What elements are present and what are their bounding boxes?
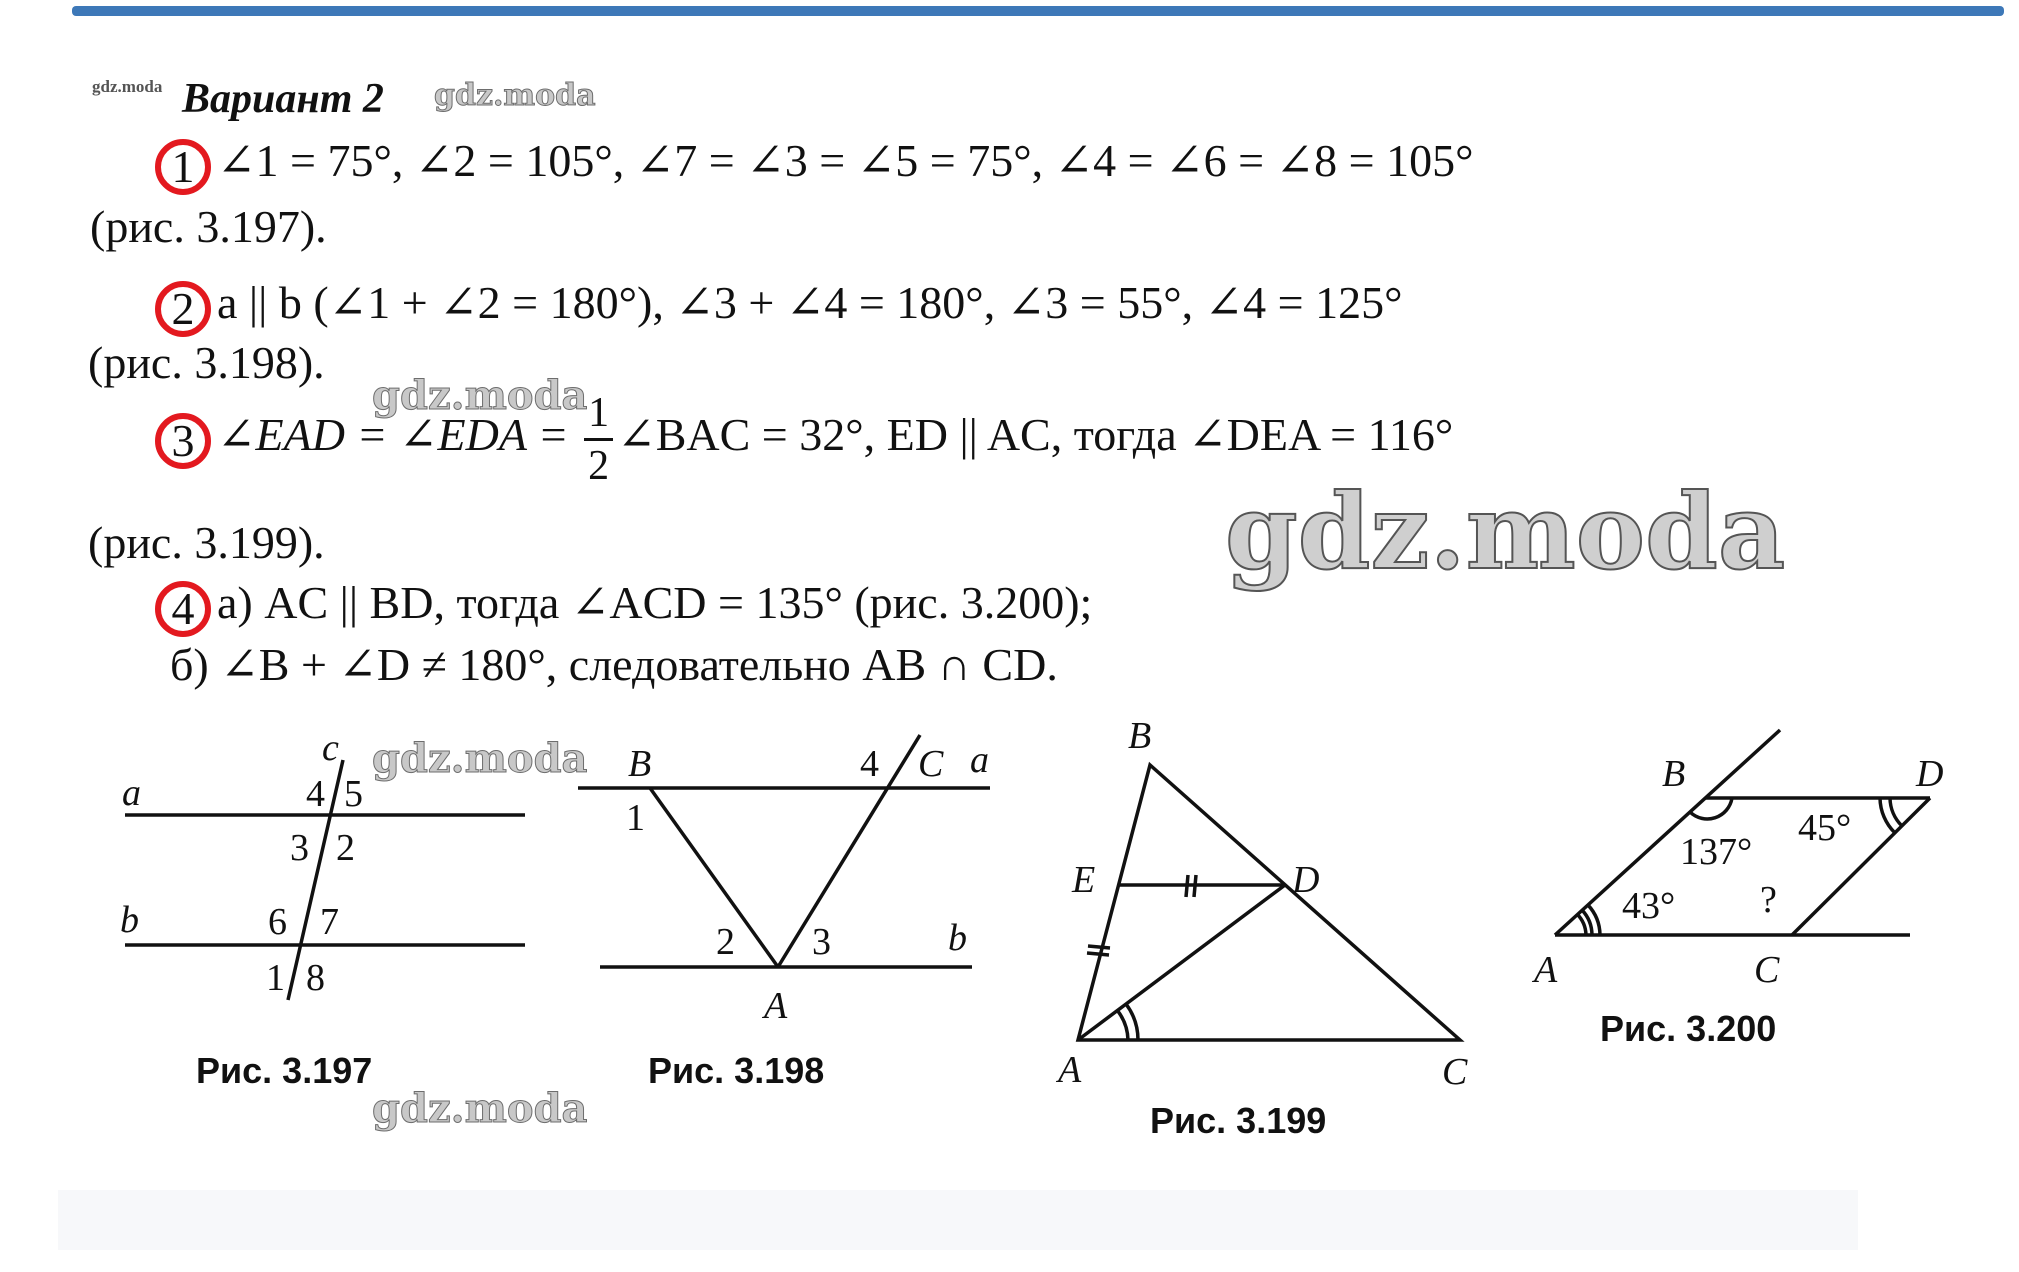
fig198-label-1: 1 — [626, 797, 645, 839]
fig197-label-3: 3 — [290, 827, 309, 869]
fig198-label-a-line: a — [970, 739, 989, 781]
task-2-ref: (рис. 3.198). — [88, 337, 325, 388]
watermark-3: gdz.moda — [372, 1085, 588, 1132]
fig199-tick-ae-2 — [1087, 953, 1109, 955]
task-2-text: a || b (∠1 + ∠2 = 180°), ∠3 + ∠4 = 180°, ∠3 = 55°, ∠4 = 125° — [217, 277, 1403, 328]
fig200-caption: Рис. 3.200 — [1600, 1008, 1777, 1049]
fig197-label-b: b — [120, 899, 139, 941]
fig198-label-3: 3 — [812, 921, 831, 963]
fig200-angle-43: 43° — [1622, 885, 1676, 927]
fig199-caption: Рис. 3.199 — [1150, 1100, 1327, 1141]
task-4-part-b: б) ∠B + ∠D ≠ 180°, следовательно AB ∩ CD. — [170, 639, 1058, 690]
fig197-label-8: 8 — [306, 957, 325, 999]
fig200-angle-d-arc-2 — [1890, 798, 1902, 826]
fig197-label-7: 7 — [320, 901, 339, 943]
bottom-band — [58, 1190, 1858, 1250]
fig198-label-2: 2 — [716, 921, 735, 963]
fig200-label-d: D — [1916, 753, 1944, 795]
task-1-number: 1 — [155, 139, 211, 195]
fig199-label-e: E — [1072, 859, 1096, 901]
fig199-label-a: A — [1058, 1049, 1082, 1091]
watermark-2: gdz.moda — [372, 735, 588, 782]
fig197-label-5: 5 — [344, 773, 363, 815]
fig197-label-6: 6 — [268, 901, 287, 943]
fig200-angle-137: 137° — [1680, 831, 1753, 873]
fig200-label-b: B — [1662, 753, 1686, 795]
fig197-label-2: 2 — [336, 827, 355, 869]
fig199-tick-ed-1 — [1186, 875, 1188, 897]
fig198-line-ac — [778, 735, 920, 967]
fig197-caption: Рис. 3.197 — [196, 1050, 373, 1091]
task-1-text: ∠1 = 75°, ∠2 = 105°, ∠7 = ∠3 = ∠5 = 75°, ∠4 = ∠6 = ∠8 = 105° — [217, 135, 1474, 186]
watermark-header: gdz.moda — [434, 78, 596, 113]
watermark-big: gdz.moda — [1225, 470, 1786, 593]
fig200-unknown-angle: ? — [1760, 879, 1777, 921]
watermark-1: gdz.moda — [372, 372, 588, 419]
fig198-label-b-line: b — [948, 917, 967, 959]
task-1-ref: (рис. 3.197). — [90, 201, 327, 252]
fig198-caption: Рис. 3.198 — [648, 1050, 825, 1091]
task-2-number: 2 — [155, 281, 211, 337]
fig199-label-c: C — [1442, 1051, 1468, 1093]
fig200-angle-45: 45° — [1798, 807, 1852, 849]
fig197-label-1: 1 — [266, 957, 285, 999]
task-3-number: 3 — [155, 413, 211, 469]
fig200-angle-a-arc-3 — [1577, 914, 1586, 935]
fig198-label-c-point: C — [918, 743, 944, 785]
task-3-ref: (рис. 3.199). — [88, 517, 325, 568]
fig198-label-a-point: A — [764, 985, 788, 1027]
task-4-number: 4 — [155, 581, 211, 637]
fig199-tick-ae-1 — [1088, 946, 1110, 948]
small-watermark: gdz.moda — [92, 77, 163, 96]
fig197-label-c: c — [322, 727, 339, 769]
fig199-tick-ed-2 — [1194, 875, 1196, 897]
variant-title: Вариант 2 — [182, 76, 384, 122]
fig198-label-b-point: B — [628, 743, 652, 785]
fig199-label-d: D — [1292, 859, 1320, 901]
fig199-segment-ad — [1078, 885, 1285, 1040]
task-3-text-before: ∠EAD = ∠EDA = — [217, 409, 581, 461]
fig200-label-a: A — [1534, 949, 1558, 991]
fig199-label-b: B — [1128, 715, 1152, 757]
fraction-denominator: 2 — [588, 443, 610, 489]
fig197-label-4: 4 — [306, 773, 325, 815]
fig199-angle-arc-2 — [1117, 1010, 1128, 1040]
fig197-label-a: a — [122, 772, 141, 814]
fig198-segment-ba — [650, 788, 778, 967]
task-4-part-a: а) AC || BD, тогда ∠ACD = 135° (рис. 3.200); — [217, 577, 1093, 628]
fraction-numerator: 1 — [584, 392, 613, 441]
fig198-label-4: 4 — [860, 743, 879, 785]
fig200-label-c: C — [1754, 949, 1780, 991]
task-3-text-after: ∠BAC = 32°, ED || AC, тогда ∠DEA = 116° — [617, 409, 1454, 461]
